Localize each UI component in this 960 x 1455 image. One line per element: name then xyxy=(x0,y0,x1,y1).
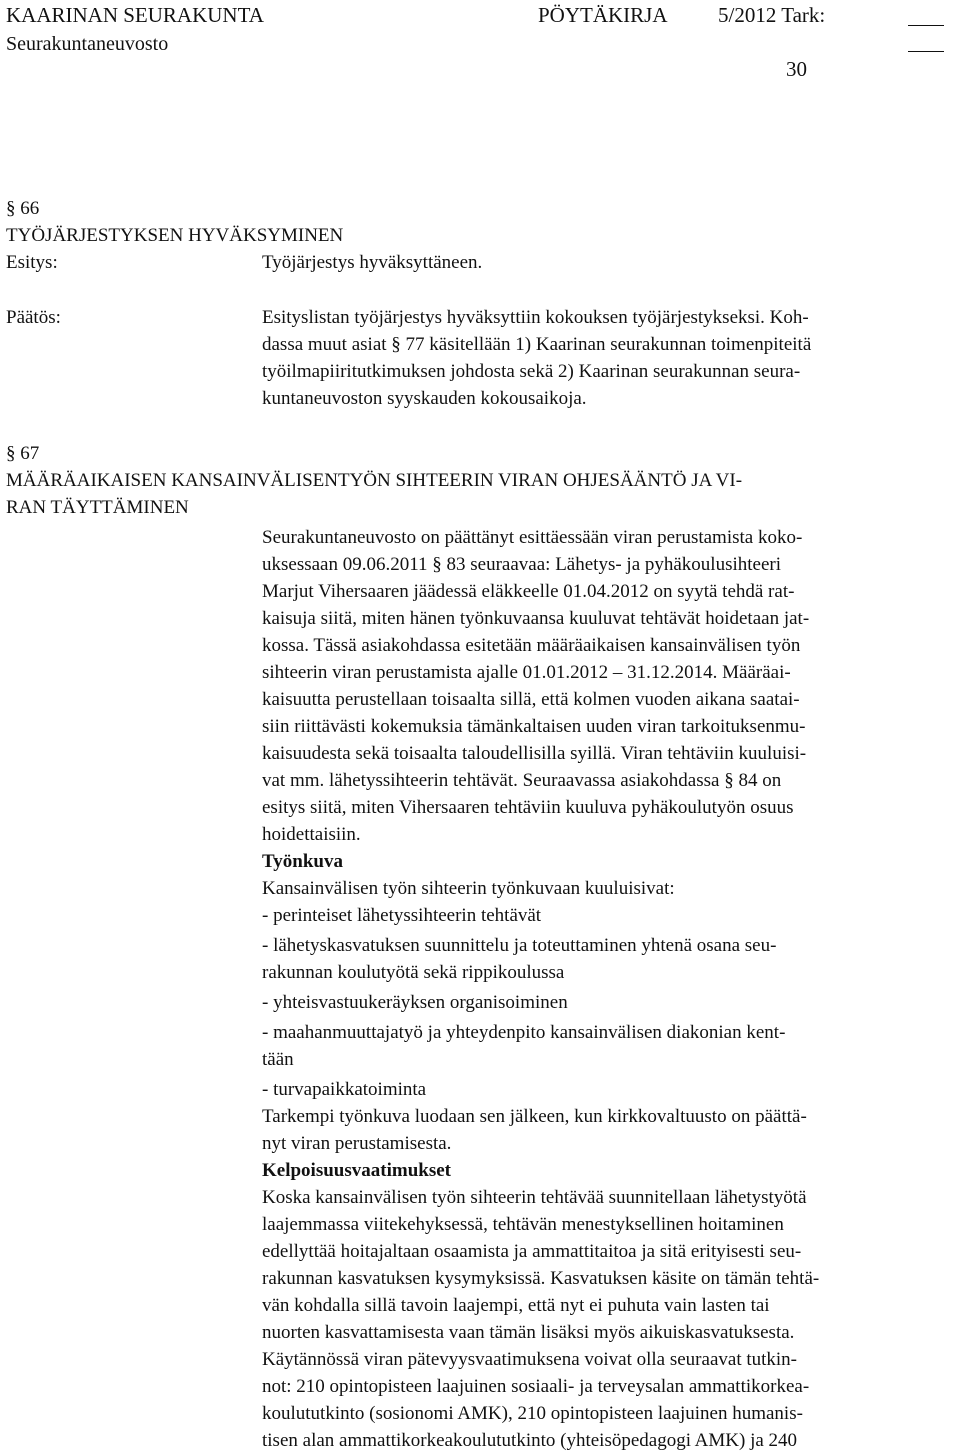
job-item: - maahanmuuttajatyö ja yhteydenpito kansainvälisen diakonian kent- xyxy=(262,1022,786,1043)
qual-line: edellyttää hoitajaltaan osaamista ja ammattitaitoa ja sitä erityisesti seu- xyxy=(262,1241,802,1262)
body-line: kossa. Tässä asiakohdassa esitetään määräaikaisen kansainvälisen työn xyxy=(262,635,801,656)
job-heading: Työnkuva xyxy=(262,851,343,872)
body-line: sihteerin viran perustamista ajalle 01.01.2012 – 31.12.2014. Määräai- xyxy=(262,662,791,683)
job-item: - yhteisvastuukeräyksen organisoiminen xyxy=(262,992,568,1013)
header-issue: 5/2012 Tark: xyxy=(718,3,826,27)
body-line: hoidettaisiin. xyxy=(262,824,361,845)
job-intro: Kansainvälisen työn sihteerin työnkuvaan kuuluisivat: xyxy=(262,878,675,899)
qual-line: Käytännössä viran pätevyysvaatimuksena voivat olla seuraavat tutkin- xyxy=(262,1349,798,1370)
body-line: kaisuudesta sekä toisaalta taloudellisilla syillä. Viran tehtäviin kuuluisi- xyxy=(262,743,807,764)
body-line: kaisuutta perustellaan toisaalta sillä, että kolmen vuoden aikana saatai- xyxy=(262,689,800,710)
qual-line: tisen alan ammattikorkeakoulututkinto (yhteisöpedagogi AMK) ja 240 xyxy=(262,1430,798,1451)
job-item: tään xyxy=(262,1049,294,1070)
qual-line: koulututkinto (sosionomi AMK), 210 opintopisteen laajuinen humanis- xyxy=(262,1403,803,1424)
header-doc-type: PÖYTÄKIRJA xyxy=(538,3,668,27)
body-line: esitys siitä, miten Vihersaaren tehtäviin kuuluva pyhäkoulutyön osuus xyxy=(262,797,794,818)
qual-heading: Kelpoisuusvaatimukset xyxy=(262,1160,451,1181)
signature-line-1 xyxy=(908,25,944,26)
decision-line: työilmapiiritutkimuksen johdosta sekä 2) Kaarinan seurakunnan seura- xyxy=(262,361,801,382)
section-66-number: § 66 xyxy=(6,198,40,219)
decision-line: Esityslistan työjärjestys hyväksyttiin kokouksen työjärjestykseksi. Koh- xyxy=(262,307,809,328)
body-line: vat mm. lähetyssihteerin tehtävät. Seuraavassa asiakohdassa § 84 on xyxy=(262,770,782,791)
decision-line: kuntaneuvoston syyskauden kokousaikoja. xyxy=(262,388,587,409)
job-closing-line: nyt viran perustamisesta. xyxy=(262,1133,452,1154)
body-line: kaisuja siitä, miten hänen työnkuvaansa kuuluvat tehtävät hoidetaan jat- xyxy=(262,608,810,629)
body-line: uksessaan 09.06.2011 § 83 seuraavaa: Lähetys- ja pyhäkoulusihteeri xyxy=(262,554,782,575)
job-item: - perinteiset lähetyssihteerin tehtävät xyxy=(262,905,542,926)
job-item: rakunnan koulutyötä sekä rippikoulussa xyxy=(262,962,565,983)
header-org: KAARINAN SEURAKUNTA xyxy=(6,3,264,27)
section-67-title-line: RAN TÄYTTÄMINEN xyxy=(6,497,189,518)
signature-line-2 xyxy=(908,51,944,52)
job-item: - lähetyskasvatuksen suunnittelu ja toteuttaminen yhtenä osana seu- xyxy=(262,935,777,956)
proposal-text: Työjärjestys hyväksyttäneen. xyxy=(262,252,483,273)
qual-line: not: 210 opintopisteen laajuinen sosiaali- ja terveysalan ammattikorkea- xyxy=(262,1376,810,1397)
section-66-title: TYÖJÄRJESTYKSEN HYVÄKSYMINEN xyxy=(6,225,344,246)
section-67-title-line: MÄÄRÄAIKAISEN KANSAINVÄLISENTYÖN SIHTEERIN VIRAN OHJESÄÄNTÖ JA VI- xyxy=(6,470,743,491)
job-item: - turvapaikkatoiminta xyxy=(262,1079,427,1100)
header-body: Seurakuntaneuvosto xyxy=(6,33,169,55)
qual-line: nuorten kasvattamisesta vaan tämän lisäksi myös aikuiskasvatuksesta. xyxy=(262,1322,795,1343)
proposal-label: Esitys: xyxy=(6,252,58,273)
page-number: 30 xyxy=(786,57,807,81)
qual-line: rakunnan kasvatuksen kysymyksissä. Kasvatuksen käsite on tämän tehtä- xyxy=(262,1268,820,1289)
body-line: Seurakuntaneuvosto on päättänyt esittäessään viran perustamista koko- xyxy=(262,527,803,548)
decision-line: dassa muut asiat § 77 käsitellään 1) Kaarinan seurakunnan toimenpiteitä xyxy=(262,334,812,355)
section-67-number: § 67 xyxy=(6,443,40,464)
decision-label: Päätös: xyxy=(6,307,61,328)
job-closing-line: Tarkempi työnkuva luodaan sen jälkeen, kun kirkkovaltuusto on päättä- xyxy=(262,1106,807,1127)
qual-line: laajemmassa viitekehyksessä, tehtävän menestyksellinen hoitaminen xyxy=(262,1214,784,1235)
body-line: Marjut Vihersaaren jäädessä eläkkeelle 01.04.2012 on syytä tehdä rat- xyxy=(262,581,795,602)
qual-line: vän kohdalla sillä tavoin laajempi, että nyt ei puhuta vain lasten tai xyxy=(262,1295,770,1316)
qual-line: Koska kansainvälisen työn sihteerin tehtävää suunnitellaan lähetystyötä xyxy=(262,1187,807,1208)
body-line: siin riittävästi kokemuksia tämänkaltaisen uuden viran tarkoituksenmu- xyxy=(262,716,806,737)
